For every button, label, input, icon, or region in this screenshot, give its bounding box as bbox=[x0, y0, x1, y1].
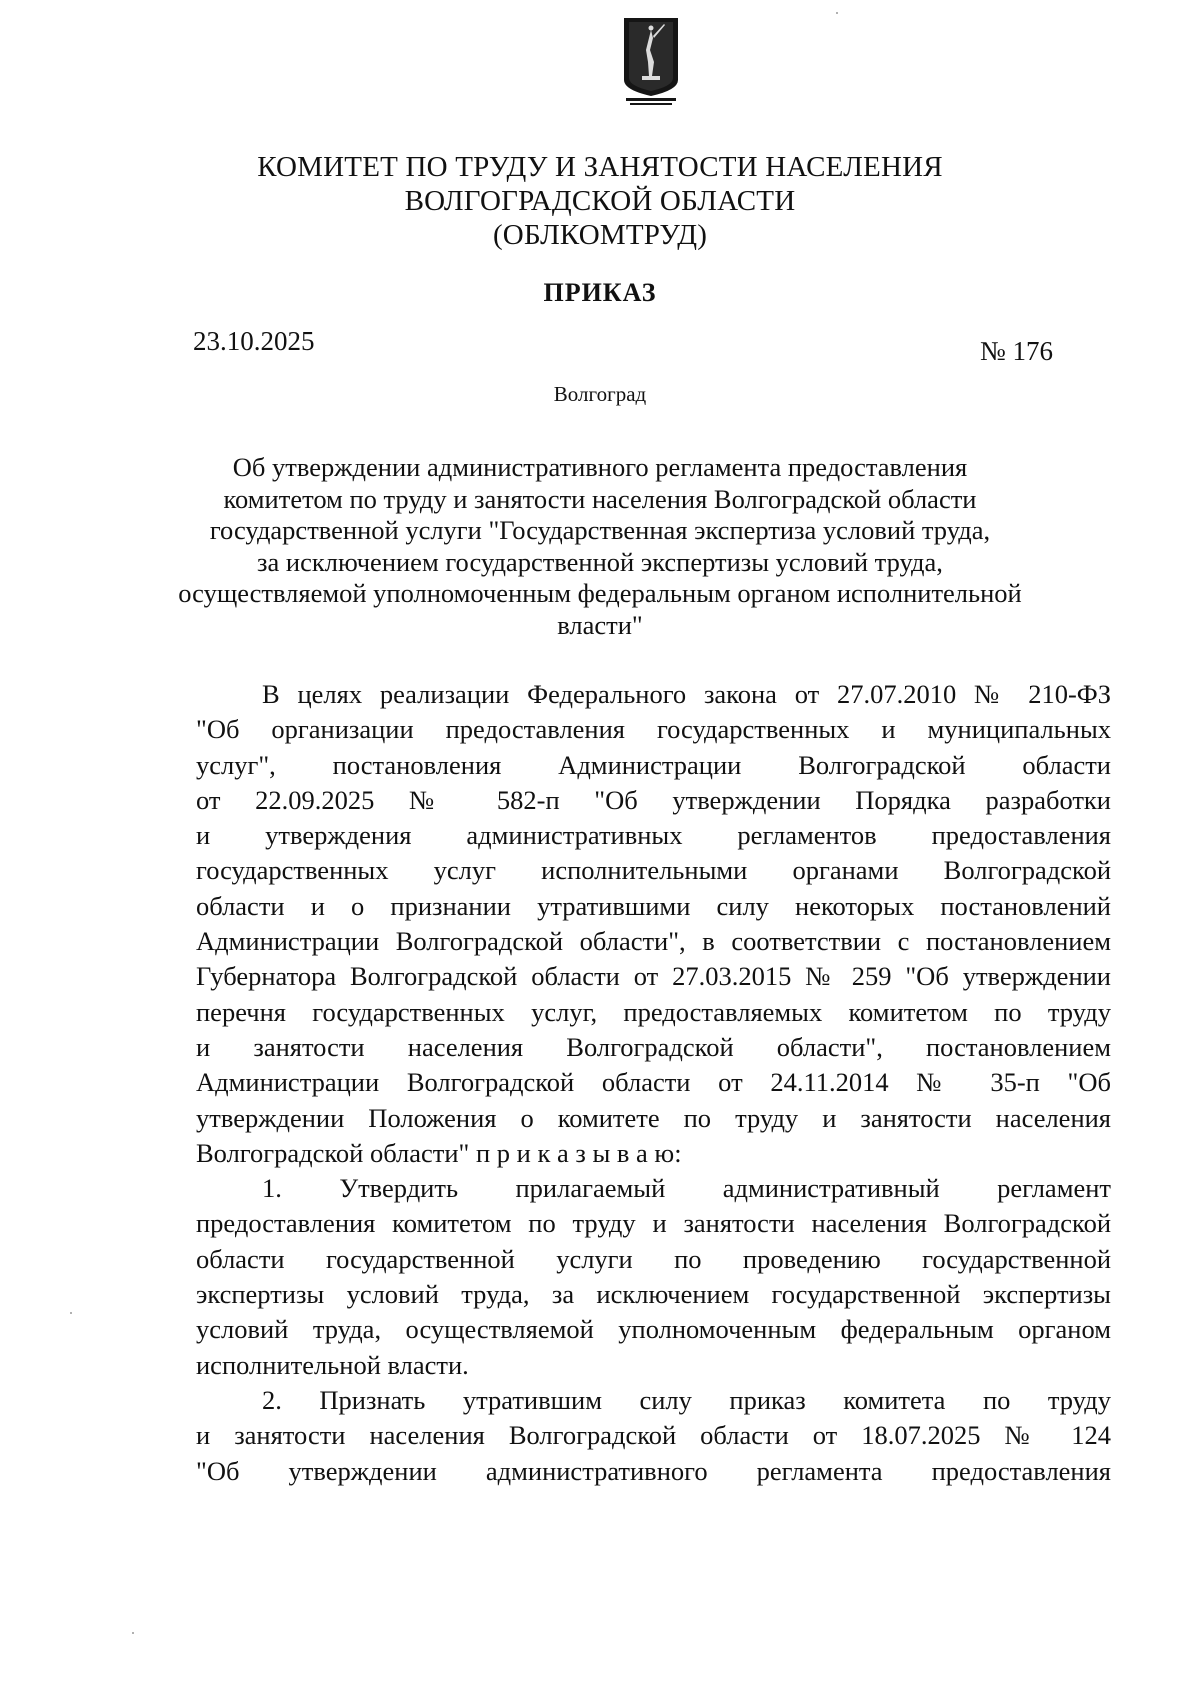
body-line: Губернатора Волгоградской области от 27.03.2015 № 259 "Об утверждении bbox=[196, 961, 1111, 992]
title-line: комитетом по труду и занятости населения Волгоградской области bbox=[223, 483, 977, 514]
body-line: условий труда, осуществляемой уполномоченным федеральным органом bbox=[196, 1314, 1111, 1345]
body-line: Администрации Волгоградской области", в соответствии с постановлением bbox=[196, 926, 1111, 957]
body-line: и занятости населения Волгоградской области от 18.07.2025 № 124 bbox=[196, 1420, 1111, 1451]
body-line: государственных услуг исполнительными органами Волгоградской bbox=[196, 855, 1111, 886]
body-line: исполнительной власти. bbox=[196, 1349, 469, 1380]
body-line: области и о признании утратившими силу некоторых постановлений bbox=[196, 890, 1111, 921]
body-line: и занятости населения Волгоградской области", постановлением bbox=[196, 1031, 1111, 1062]
document-title bbox=[160, 452, 1040, 641]
title-line: государственной услуги "Государственная экспертиза условий труда, bbox=[209, 515, 991, 545]
agency-line: КОМИТЕТ ПО ТРУДУ И ЗАНЯТОСТИ НАСЕЛЕНИЯ bbox=[257, 151, 943, 183]
document-number: № 176 bbox=[980, 336, 1054, 366]
title-line: осуществляемой уполномоченным федеральным органом исполнительной bbox=[178, 578, 1022, 608]
body-line: "Об утверждении административного регламента предоставления bbox=[196, 1455, 1111, 1486]
body-line: услуг", постановления Администрации Волгоградской области bbox=[196, 749, 1111, 780]
body-line: 2. Признать утратившим силу приказ комитета по труду bbox=[262, 1384, 1111, 1415]
body-line: 1. Утвердить прилагаемый административный регламент bbox=[262, 1173, 1111, 1204]
document-body bbox=[196, 677, 1111, 1489]
title-line: за исключением государственной экспертизы условий труда, bbox=[257, 546, 943, 577]
scan-speck bbox=[132, 1632, 134, 1634]
title-line: Об утверждении административного регламента предоставления bbox=[232, 452, 968, 482]
title-line: власти" bbox=[557, 609, 643, 640]
document-place: Волгоград bbox=[553, 382, 647, 406]
body-line: от 22.09.2025 № 582-п "Об утверждении Порядка разработки bbox=[196, 784, 1111, 815]
document-type: ПРИКАЗ bbox=[543, 278, 657, 307]
body-line: области государственной услуги по проведению государственной bbox=[196, 1243, 1111, 1274]
agency-line: ВОЛГОГРАДСКОЙ ОБЛАСТИ bbox=[404, 185, 796, 217]
body-line: экспертизы условий труда, за исключением государственной экспертизы bbox=[196, 1279, 1111, 1310]
document-date: 23.10.2025 bbox=[193, 326, 315, 356]
volgograd-coat-of-arms-icon bbox=[620, 16, 682, 106]
body-line: и утверждения административных регламентов предоставления bbox=[196, 820, 1111, 851]
agency-name bbox=[0, 150, 1200, 252]
body-line: Администрации Волгоградской области от 24.11.2014 № 35-п "Об bbox=[196, 1067, 1111, 1098]
scan-speck bbox=[836, 12, 838, 14]
body-line: утверждении Положения о комитете по труду и занятости населения bbox=[196, 1102, 1111, 1133]
body-line: Волгоградской области" п р и к а з ы в а ю: bbox=[196, 1137, 682, 1168]
scan-speck bbox=[70, 1312, 72, 1314]
agency-line: (ОБЛКОМТРУД) bbox=[492, 219, 708, 251]
body-line: "Об организации предоставления государственных и муниципальных bbox=[196, 714, 1111, 745]
body-line: В целях реализации Федерального закона от 27.07.2010 № 210-ФЗ bbox=[262, 679, 1111, 709]
body-line: перечня государственных услуг, предоставляемых комитетом по труду bbox=[196, 996, 1111, 1027]
body-line: предоставления комитетом по труду и занятости населения Волгоградской bbox=[196, 1208, 1111, 1239]
